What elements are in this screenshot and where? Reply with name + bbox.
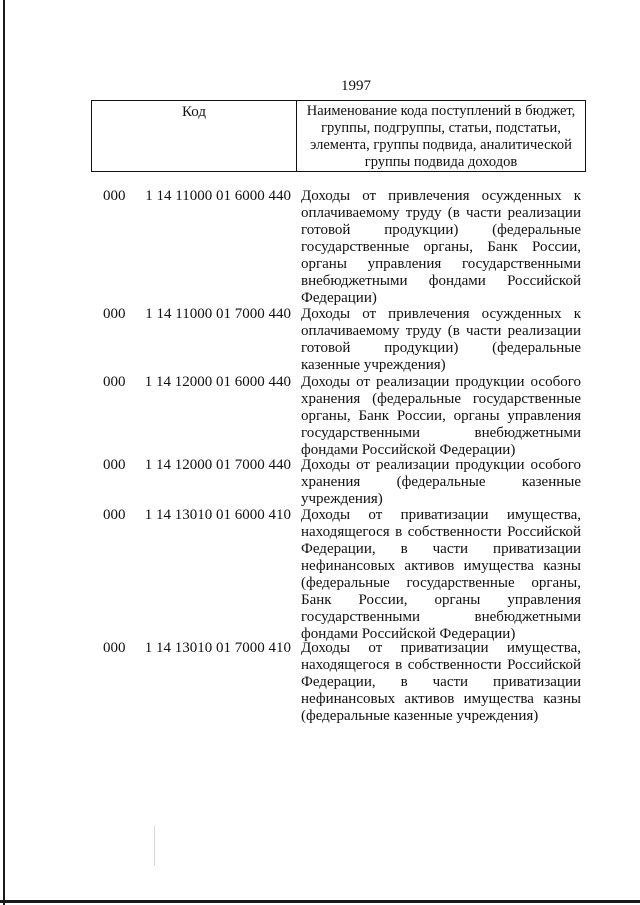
row-admin-code: 000 — [103, 188, 126, 204]
row-revenue-code: 1 14 12000 01 6000 440 — [144, 374, 291, 390]
header-table — [91, 100, 586, 172]
header-row — [92, 101, 586, 172]
row-admin-code: 000 — [103, 457, 126, 473]
header-name-cell: Наименование кода поступлений в бюджет, группы, подгруппы, статьи, подстатьи, элемента, группы подвида, аналитической группы подвида доходов — [297, 101, 586, 172]
scan-border-left — [3, 0, 5, 905]
row-description: Доходы от приватизации имущества, находящегося в собственности Российской Федерации, в части приватизации нефинансовых активов имущества казны (федеральные казенные учреждения) — [301, 640, 581, 724]
row-description: Доходы от приватизации имущества, находящегося в собственности Российской Федерации, в части приватизации нефинансовых активов имущества казны (федеральные государственные органы, Банк России, органы управления государственными внебюджетными фондами Российской Федерации) — [301, 507, 581, 642]
row-description: Доходы от привлечения осужденных к оплачиваемому труду (в части реализации готовой продукции) (федеральные казенные учреждения) — [301, 306, 581, 373]
row-revenue-code: 1 14 12000 01 7000 440 — [144, 457, 291, 473]
scan-speck — [154, 826, 155, 866]
row-revenue-code: 1 14 11000 01 7000 440 — [145, 306, 291, 322]
row-description: Доходы от привлечения осужденных к оплачиваемому труду (в части реализации готовой продукции) (федеральные государственные органы, Банк России, органы управления государственными внебюджетными фондами Российской Федерации) — [301, 188, 581, 306]
row-revenue-code: 1 14 13010 01 6000 410 — [144, 507, 291, 523]
row-admin-code: 000 — [103, 374, 126, 390]
row-description: Доходы от реализации продукции особого хранения (федеральные казенные учреждения) — [301, 457, 581, 507]
row-admin-code: 000 — [103, 507, 126, 523]
page-number: 1997 — [341, 78, 371, 94]
row-admin-code: 000 — [103, 640, 126, 656]
header-code-cell: Код — [92, 101, 297, 172]
row-revenue-code: 1 14 11000 01 6000 440 — [145, 188, 291, 204]
row-description: Доходы от реализации продукции особого хранения (федеральные государственные органы, Банк России, органы управления государственными внебюджетными фондами Российской Федерации) — [301, 374, 581, 458]
row-revenue-code: 1 14 13010 01 7000 410 — [144, 640, 291, 656]
row-admin-code: 000 — [103, 306, 126, 322]
scan-border-bottom — [0, 900, 640, 903]
